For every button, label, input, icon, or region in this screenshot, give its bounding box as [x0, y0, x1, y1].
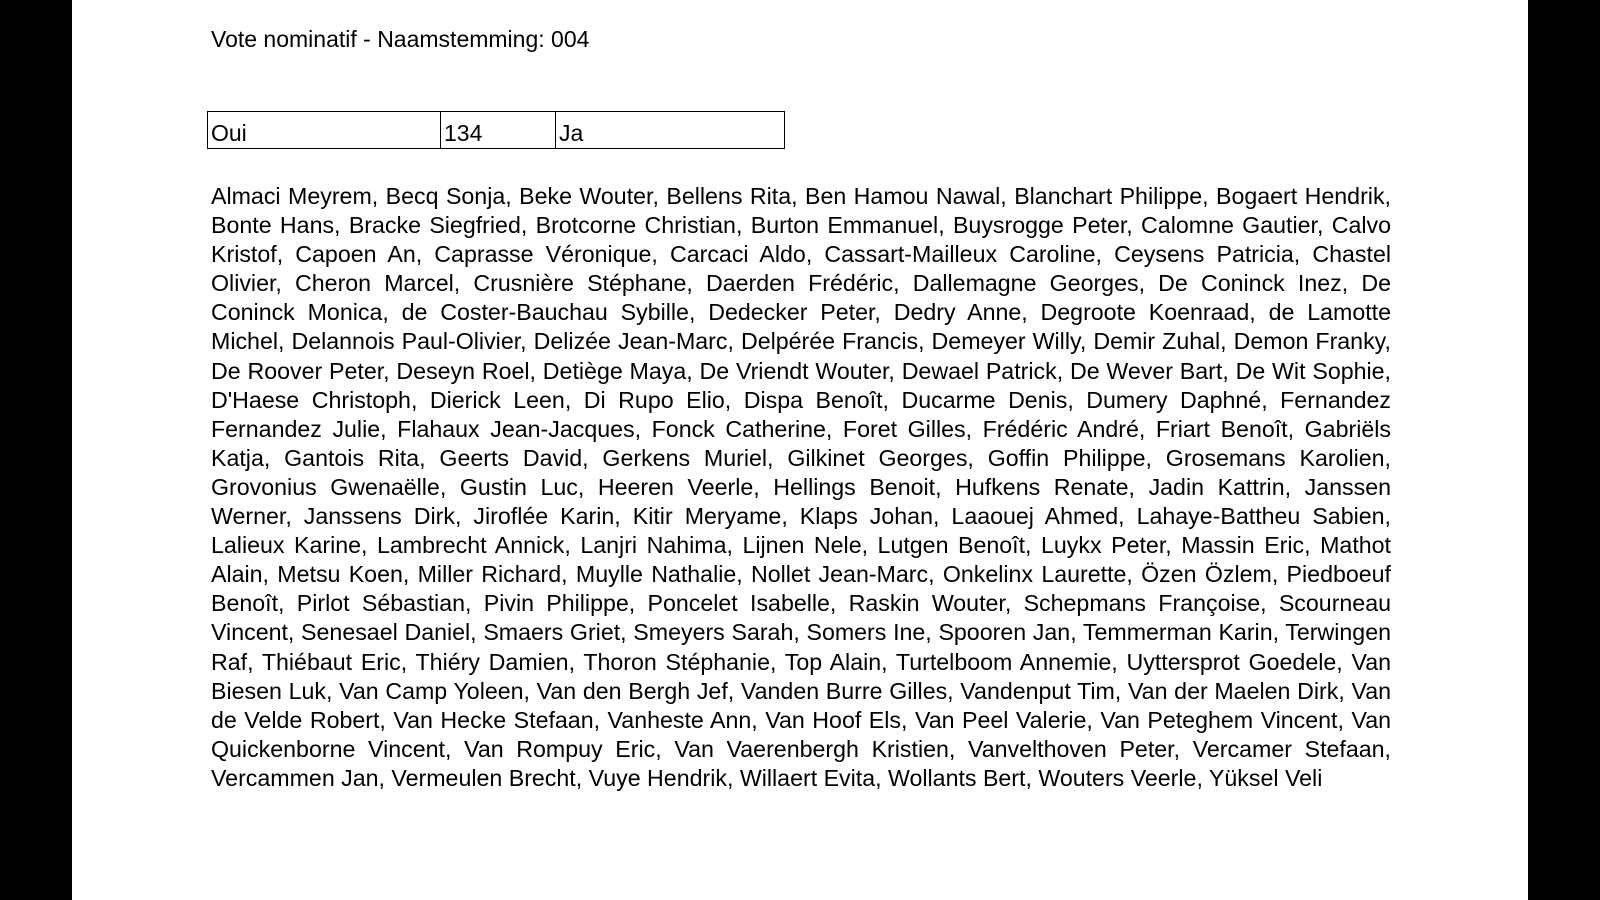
vote-result-row — [208, 112, 785, 149]
vote-count: 134 — [441, 112, 556, 149]
vote-title: Vote nominatif - Naamstemming: 004 — [211, 26, 590, 52]
vote-result-table — [207, 111, 785, 149]
vote-label-nl: Ja — [556, 112, 785, 149]
voter-names-list: Almaci Meyrem, Becq Sonja, Beke Wouter, Bellens Rita, Ben Hamou Nawal, Blanchart Philippe, Bogaert Hendrik, Bonte Hans, Bracke Siegfried, Brotcorne Christian, Burton Emmanuel, Buysrogge Peter, Calomne Gautier, Calvo Kristof, Capoen An, Caprasse Véronique, Carcaci Aldo, Cassart-Mailleux Caroline, Ceysens Patricia, Chastel Olivier, Cheron Marcel, Crusnière Stéphane, Daerden Frédéric, Dallemagne Georges, De Coninck Inez, De Coninck Monica, de Coster-Bauchau Sybille, Dedecker Peter, Dedry Anne, Degroote Koenraad, de Lamotte Michel, Delannois Paul-Olivier, Delizée Jean-Marc, Delpérée Francis, Demeyer Willy, Demir Zuhal, Demon Franky, De Roover Peter, Deseyn Roel, Detiège Maya, De Vriendt Wouter, Dewael Patrick, De Wever Bart, De Wit Sophie, D'Haese Christoph, Dierick Leen, Di Rupo Elio, Dispa Benoît, Ducarme Denis, Dumery Daphné, Fernandez Fernandez Julie, Flahaux Jean-Jacques, Fonck Catherine, Foret Gilles, Frédéric André, Friart Benoît, Gabriëls Katja, Gantois Rita, Geerts David, Gerkens Muriel, Gilkinet Georges, Goffin Philippe, Grosemans Karolien, Grovonius Gwenaëlle, Gustin Luc, Heeren Veerle, Hellings Benoit, Hufkens Renate, Jadin Kattrin, Janssen Werner, Janssens Dirk, Jiroflée Karin, Kitir Meryame, Klaps Johan, Laaouej Ahmed, Lahaye-Battheu Sabien, Lalieux Karine, Lambrecht Annick, Lanjri Nahima, Lijnen Nele, Lutgen Benoît, Luykx Peter, Massin Eric, Mathot Alain, Metsu Koen, Miller Richard, Muylle Nathalie, Nollet Jean-Marc, Onkelinx Laurette, Özen Özlem, Piedboeuf Benoît, Pirlot Sébastian, Pivin Philippe, Poncelet Isabelle, Raskin Wouter, Schepmans Françoise, Scourneau Vincent, Senesael Daniel, Smaers Griet, Smeyers Sarah, Somers Ine, Spooren Jan, Temmerman Karin, Terwingen Raf, Thiébaut Eric, Thiéry Damien, Thoron Stéphanie, Top Alain, Turtelboom Annemie, Uyttersprot Goedele, Van Biesen Luk, Van Camp Yoleen, Van den Bergh Jef, Vanden Burre Gilles, Vandenput Tim, Van der Maelen Dirk, Van de Velde Robert, Van Hecke Stefaan, Vanheste Ann, Van Hoof Els, Van Peel Valerie, Van Peteghem Vincent, Van Quickenborne Vincent, Van Rompuy Eric, Van Vaerenbergh Kristien, Vanvelthoven Peter, Vercamer Stefaan, Vercammen Jan, Vermeulen Brecht, Vuye Hendrik, Willaert Evita, Wollants Bert, Wouters Veerle, Yüksel Veli — [211, 183, 1391, 791]
document-page — [72, 0, 1528, 900]
vote-label-fr: Oui — [208, 112, 441, 149]
